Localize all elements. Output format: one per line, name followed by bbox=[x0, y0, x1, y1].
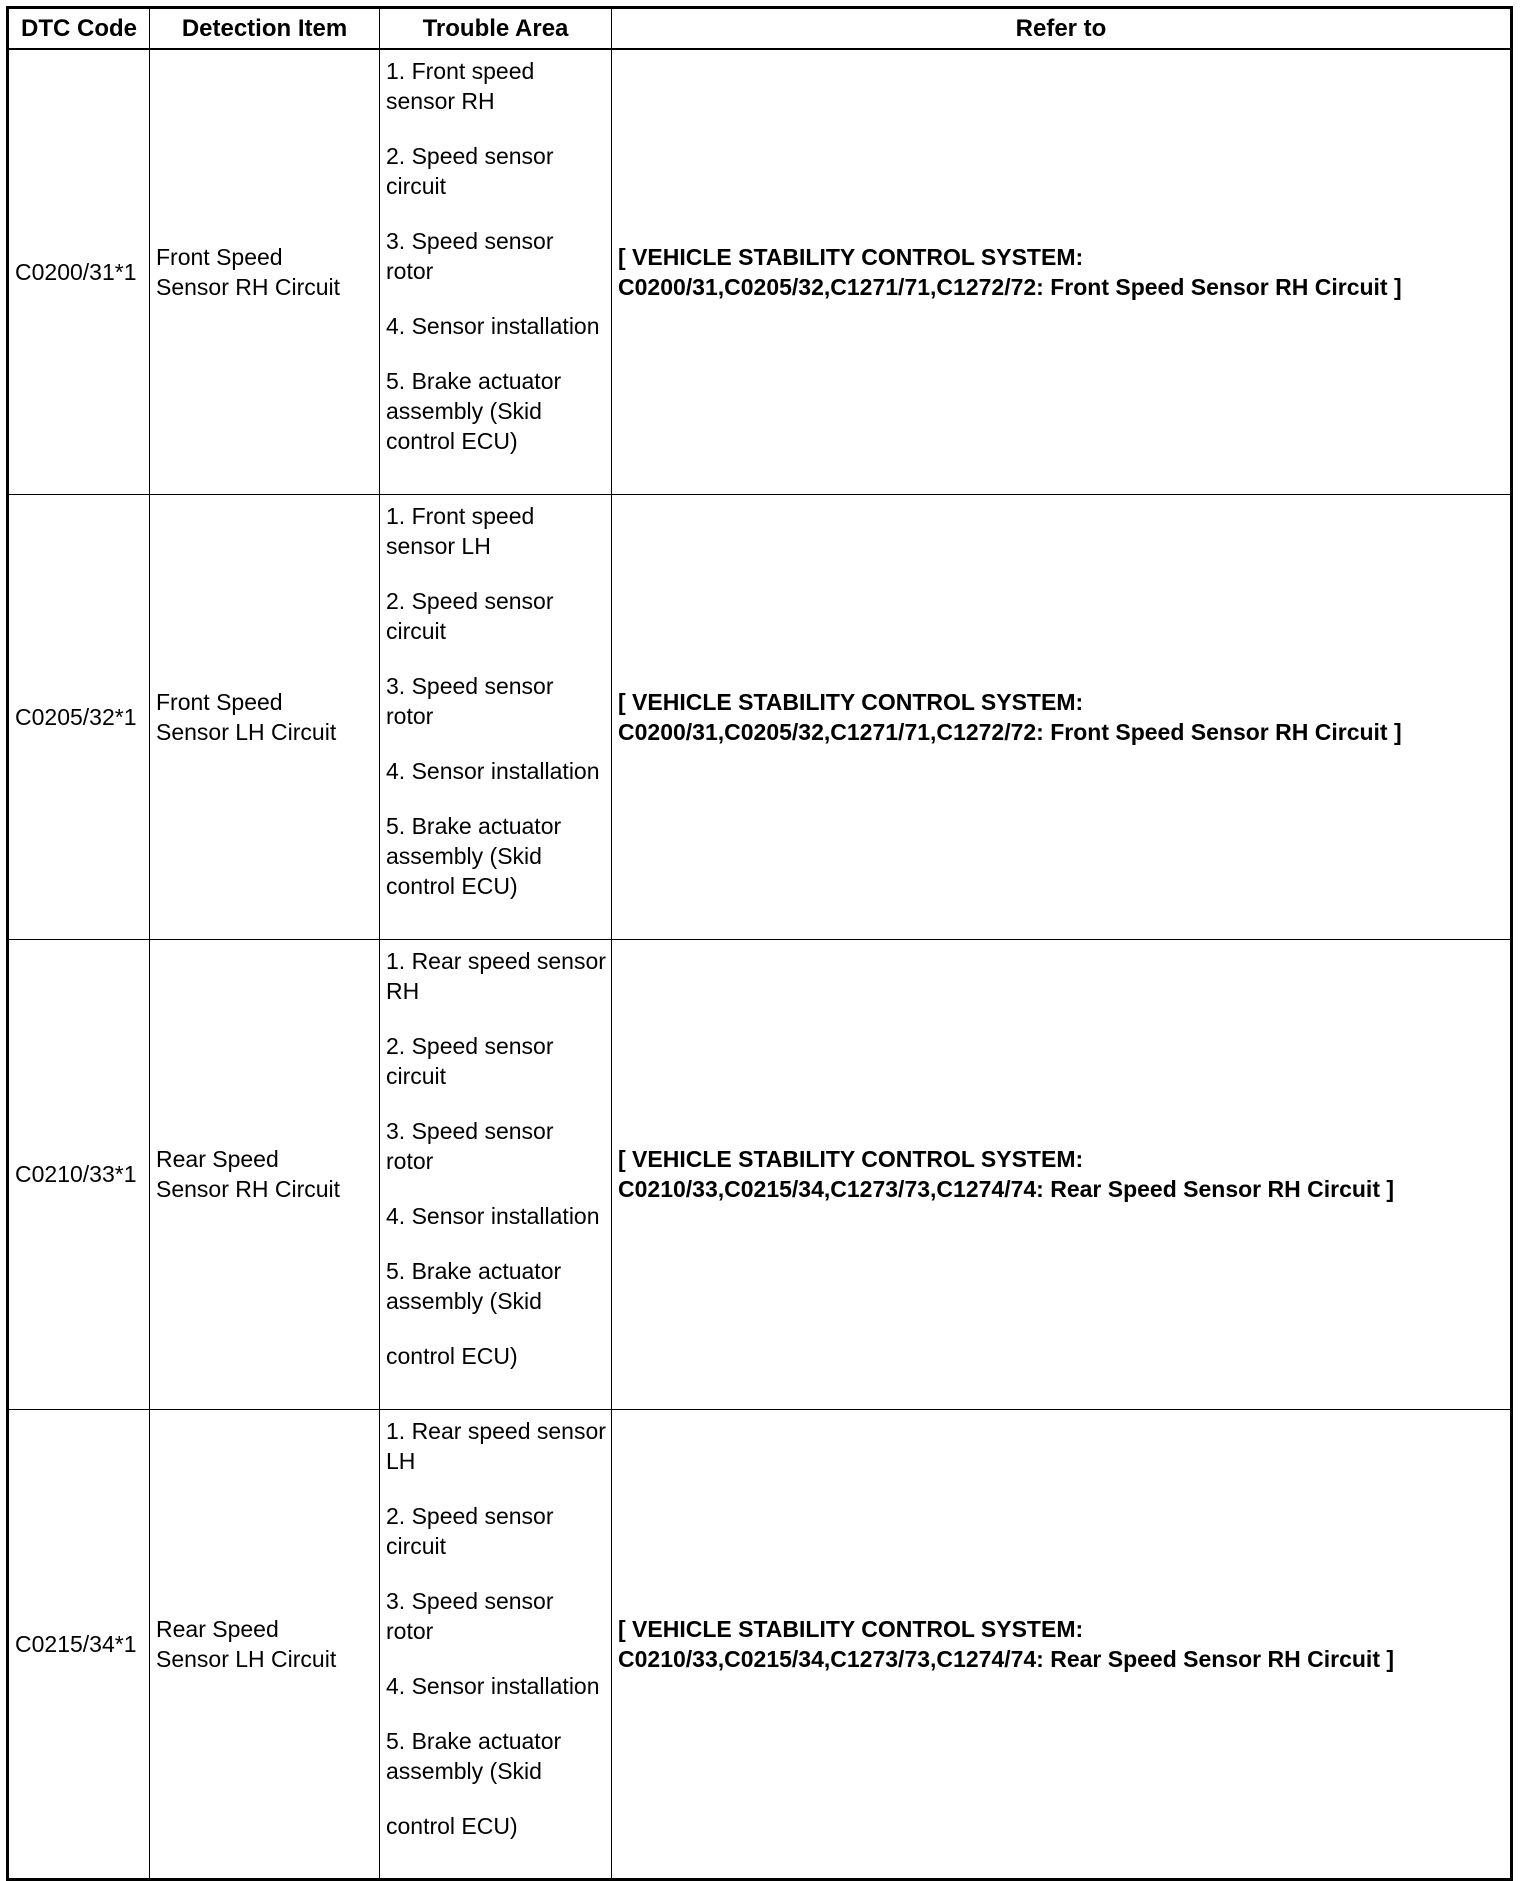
detection-item-cell bbox=[150, 494, 380, 939]
trouble-area-item: 3. Speed sensor rotor bbox=[386, 228, 554, 284]
table-row bbox=[8, 939, 1512, 1409]
trouble-area-item: control ECU) bbox=[386, 1812, 518, 1839]
refer-link-title[interactable]: [ VEHICLE STABILITY CONTROL SYSTEM: bbox=[618, 243, 1084, 270]
dtc-code-cell: C0210/33*1 bbox=[8, 939, 150, 1409]
trouble-area-cell bbox=[380, 939, 612, 1409]
detection-item-line: Sensor RH Circuit bbox=[156, 273, 341, 300]
detection-item-line: Sensor RH Circuit bbox=[156, 1176, 341, 1202]
refer-link-detail[interactable]: C0210/33,C0215/34,C1273/73,C1274/74: Rear Speed Sensor RH Circuit ] bbox=[618, 1645, 1395, 1672]
table-row bbox=[8, 49, 1512, 494]
trouble-area-item: control ECU) bbox=[386, 1342, 518, 1369]
refer-link-detail[interactable]: C0200/31,C0205/32,C1271/71,C1272/72: Front Speed Sensor RH Circuit ] bbox=[618, 273, 1402, 300]
detection-item-cell bbox=[150, 49, 380, 494]
trouble-area-item: 1. Front speed sensor RH bbox=[386, 58, 535, 114]
header-detection-item: Detection Item bbox=[150, 8, 380, 50]
refer-to-cell bbox=[612, 49, 1512, 494]
refer-to-cell bbox=[612, 494, 1512, 939]
trouble-area-item: 5. Brake actuator assembly (Skid bbox=[386, 1257, 562, 1314]
detection-item-line: Rear Speed bbox=[156, 1615, 279, 1642]
trouble-area-item: 5. Brake actuator assembly (Skid control ECU) bbox=[386, 812, 562, 899]
trouble-area-item: 4. Sensor installation bbox=[386, 757, 600, 784]
detection-item-cell bbox=[150, 939, 380, 1409]
header-dtc-code: DTC Code bbox=[8, 8, 150, 50]
refer-link-detail[interactable]: C0210/33,C0215/34,C1273/73,C1274/74: Rear Speed Sensor RH Circuit ] bbox=[618, 1176, 1395, 1202]
detection-item-line: Front Speed bbox=[156, 688, 283, 715]
table-row bbox=[8, 1409, 1512, 1879]
trouble-area-item: 2. Speed sensor circuit bbox=[386, 1502, 554, 1559]
trouble-area-item: 4. Sensor installation bbox=[386, 1202, 600, 1229]
trouble-area-item: 2. Speed sensor circuit bbox=[386, 587, 554, 644]
trouble-area-item: 3. Speed sensor rotor bbox=[386, 1117, 554, 1174]
detection-item-line: Rear Speed bbox=[156, 1146, 279, 1172]
refer-link-detail[interactable]: C0200/31,C0205/32,C1271/71,C1272/72: Front Speed Sensor RH Circuit ] bbox=[618, 718, 1402, 745]
header-row bbox=[8, 8, 1512, 50]
detection-item-line: Sensor LH Circuit bbox=[156, 718, 337, 745]
header-trouble-area: Trouble Area bbox=[380, 8, 612, 50]
trouble-area-item: 5. Brake actuator assembly (Skid control ECU) bbox=[386, 368, 562, 454]
trouble-area-item: 4. Sensor installation bbox=[386, 313, 600, 339]
dtc-code-cell: C0205/32*1 bbox=[8, 494, 150, 939]
refer-link-title[interactable]: [ VEHICLE STABILITY CONTROL SYSTEM: bbox=[618, 1146, 1084, 1172]
trouble-area-item: 5. Brake actuator assembly (Skid bbox=[386, 1727, 562, 1784]
refer-to-cell bbox=[612, 1409, 1512, 1879]
detection-item-line: Sensor LH Circuit bbox=[156, 1645, 337, 1672]
refer-link-title[interactable]: [ VEHICLE STABILITY CONTROL SYSTEM: bbox=[618, 688, 1084, 715]
refer-link-title[interactable]: [ VEHICLE STABILITY CONTROL SYSTEM: bbox=[618, 1615, 1084, 1642]
trouble-area-item: 1. Front speed sensor LH bbox=[386, 502, 535, 559]
detection-item-cell bbox=[150, 1409, 380, 1879]
detection-item-line: Front Speed bbox=[156, 243, 283, 270]
trouble-area-item: 4. Sensor installation bbox=[386, 1672, 600, 1699]
dtc-code-cell: C0215/34*1 bbox=[8, 1409, 150, 1879]
trouble-area-item: 1. Rear speed sensor RH bbox=[386, 947, 606, 1004]
refer-to-cell bbox=[612, 939, 1512, 1409]
trouble-area-item: 2. Speed sensor circuit bbox=[386, 143, 554, 199]
dtc-table bbox=[6, 6, 1513, 1881]
table-row bbox=[8, 494, 1512, 939]
trouble-area-cell bbox=[380, 49, 612, 494]
trouble-area-item: 3. Speed sensor rotor bbox=[386, 1587, 554, 1644]
trouble-area-item: 1. Rear speed sensor LH bbox=[386, 1417, 606, 1474]
trouble-area-cell bbox=[380, 1409, 612, 1879]
trouble-area-item: 3. Speed sensor rotor bbox=[386, 672, 554, 729]
trouble-area-cell bbox=[380, 494, 612, 939]
header-refer-to: Refer to bbox=[612, 8, 1512, 50]
trouble-area-item: 2. Speed sensor circuit bbox=[386, 1032, 554, 1089]
dtc-code-cell: C0200/31*1 bbox=[8, 49, 150, 494]
